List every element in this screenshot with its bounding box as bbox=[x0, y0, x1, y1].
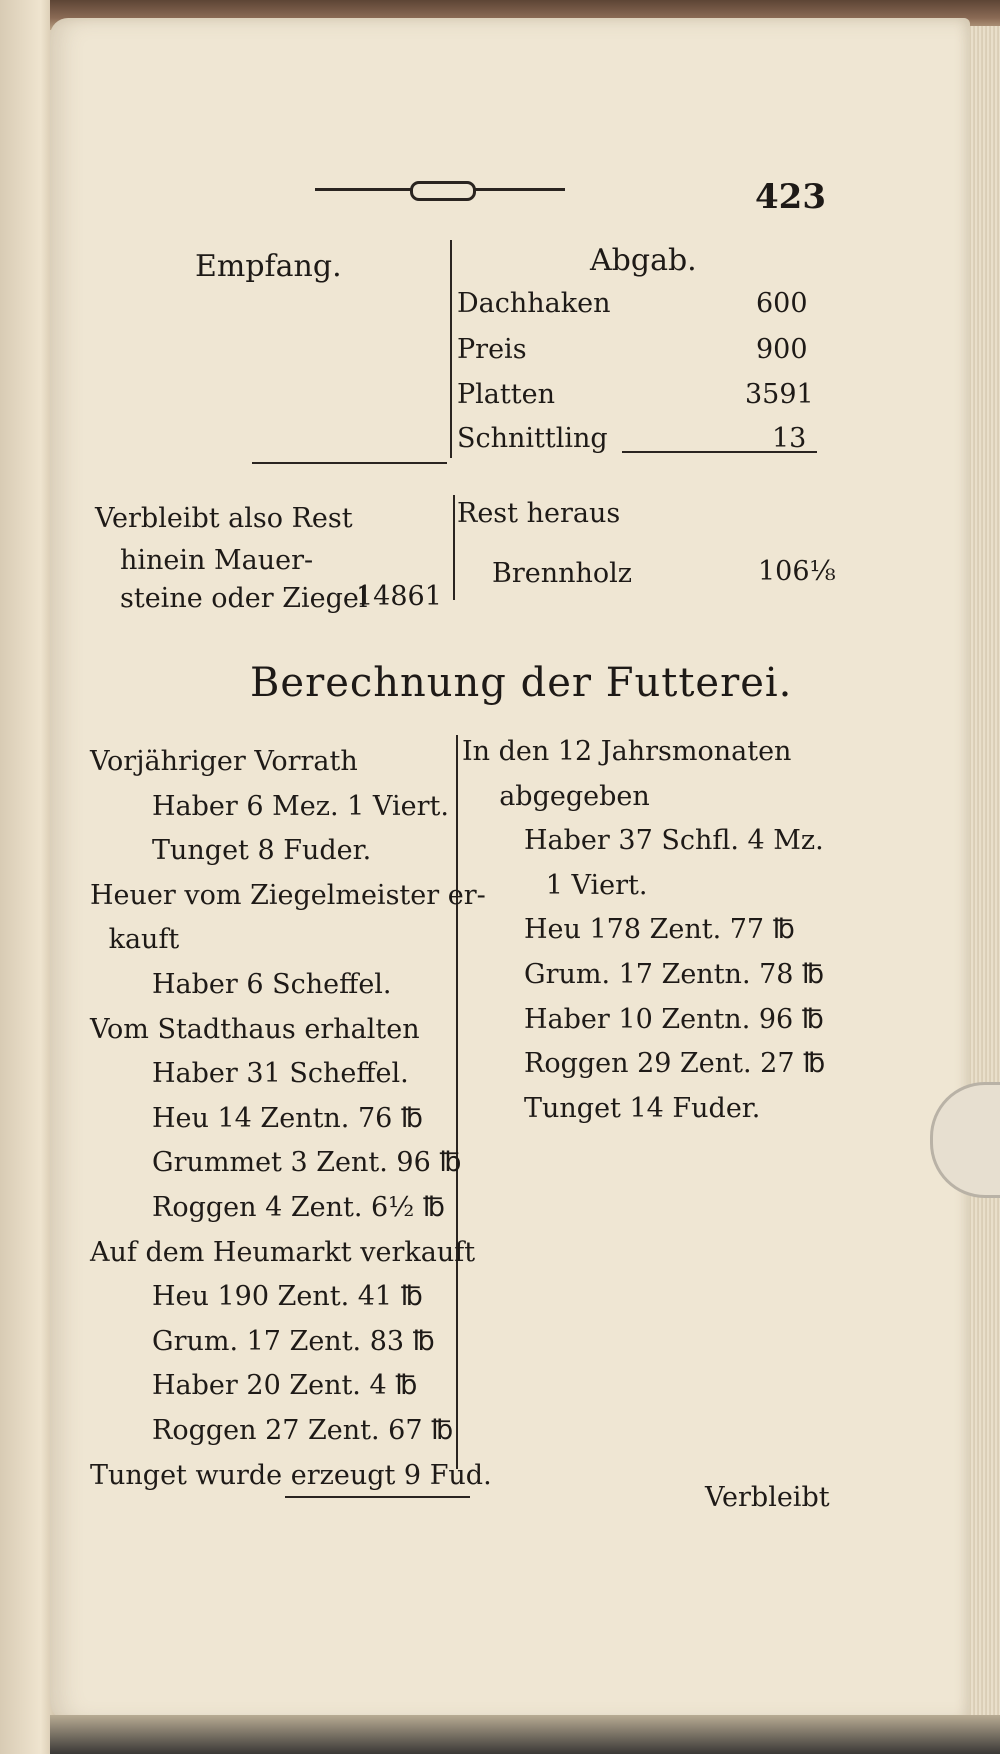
sum-rule-left bbox=[252, 462, 447, 464]
left-column-line: Heu 14 Zentn. 76 ℔ bbox=[152, 1102, 423, 1134]
heading-empfang: Empfang. bbox=[195, 249, 342, 284]
item-platten-label: Platten bbox=[457, 379, 555, 410]
right-column-line: In den 12 Jahrsmonaten bbox=[462, 736, 792, 767]
left-column-line: Grum. 17 Zent. 83 ℔ bbox=[152, 1325, 435, 1357]
right-column-line: abgegeben bbox=[499, 780, 650, 812]
rest-heraus: Rest heraus bbox=[457, 498, 621, 529]
item-preis-value: 900 bbox=[756, 334, 808, 365]
right-column-line: Haber 10 Zentn. 96 ℔ bbox=[524, 1003, 824, 1035]
item-schnittling-label: Schnittling bbox=[457, 423, 608, 454]
bottom-shadow bbox=[50, 1715, 1000, 1754]
catchword: Verbleibt bbox=[705, 1482, 830, 1513]
left-column-line: Haber 6 Scheffel. bbox=[152, 969, 392, 1000]
item-schnittling-value: 13 bbox=[772, 423, 807, 454]
left-column-line: Tunget wurde erzeugt 9 Fud. bbox=[90, 1459, 492, 1491]
sum-rule-right bbox=[622, 451, 817, 453]
left-column-line: Heu 190 Zent. 41 ℔ bbox=[152, 1281, 423, 1313]
left-column-line: Heuer vom Ziegelmeister er- bbox=[90, 879, 486, 911]
page-number: 423 bbox=[755, 177, 826, 217]
right-column-line: Roggen 29 Zent. 27 ℔ bbox=[524, 1048, 826, 1080]
item-dachhaken-label: Dachhaken bbox=[457, 288, 611, 319]
left-column-line: kauft bbox=[108, 924, 180, 956]
left-column-line: Vom Stadthaus erhalten bbox=[90, 1013, 420, 1045]
right-column-line: Heu 178 Zent. 77 ℔ bbox=[524, 914, 795, 946]
header-ornament bbox=[315, 180, 565, 198]
right-column-line: Haber 37 Schfl. 4 Mz. bbox=[524, 825, 824, 857]
left-column-line: Haber 31 Scheffel. bbox=[152, 1058, 409, 1090]
left-column-line: Tunget 8 Fuder. bbox=[152, 835, 372, 867]
verbleibt-line-2: hinein Mauer- bbox=[120, 545, 314, 576]
left-column-line: Grummet 3 Zent. 96 ℔ bbox=[152, 1147, 462, 1179]
column-divider bbox=[456, 735, 458, 1469]
left-column-line: Vorjähriger Vorrath bbox=[90, 746, 358, 777]
bottom-rule bbox=[285, 1496, 470, 1498]
section-title: Berechnung der Futterei. bbox=[250, 660, 793, 706]
left-column-line: Haber 20 Zent. 4 ℔ bbox=[152, 1370, 418, 1402]
item-preis-label: Preis bbox=[457, 334, 527, 365]
left-column-line: Roggen 27 Zent. 67 ℔ bbox=[152, 1415, 454, 1446]
right-column-line: Grum. 17 Zentn. 78 ℔ bbox=[524, 959, 825, 990]
right-column-line: Tunget 14 Fuder. bbox=[524, 1092, 761, 1124]
top-vertical-divider-lower bbox=[453, 495, 455, 600]
verbleibt-line-3: steine oder Ziegel bbox=[120, 583, 368, 614]
right-column-line: 1 Viert. bbox=[545, 869, 648, 901]
brennholz-value: 106⅛ bbox=[758, 556, 836, 587]
left-column-line: Haber 6 Mez. 1 Viert. bbox=[152, 790, 449, 822]
top-vertical-divider bbox=[450, 240, 452, 458]
item-platten-value: 3591 bbox=[745, 379, 814, 410]
left-column-line: Roggen 4 Zent. 6½ ℔ bbox=[152, 1192, 446, 1223]
brennholz-label: Brennholz bbox=[492, 558, 633, 589]
left-column-line: Auf dem Heumarkt verkauft bbox=[90, 1236, 476, 1268]
verbleibt-value: 14861 bbox=[356, 581, 442, 612]
item-dachhaken-value: 600 bbox=[756, 288, 808, 319]
heading-abgab: Abgab. bbox=[590, 243, 697, 278]
verbleibt-line-1: Verbleibt also Rest bbox=[95, 503, 353, 534]
